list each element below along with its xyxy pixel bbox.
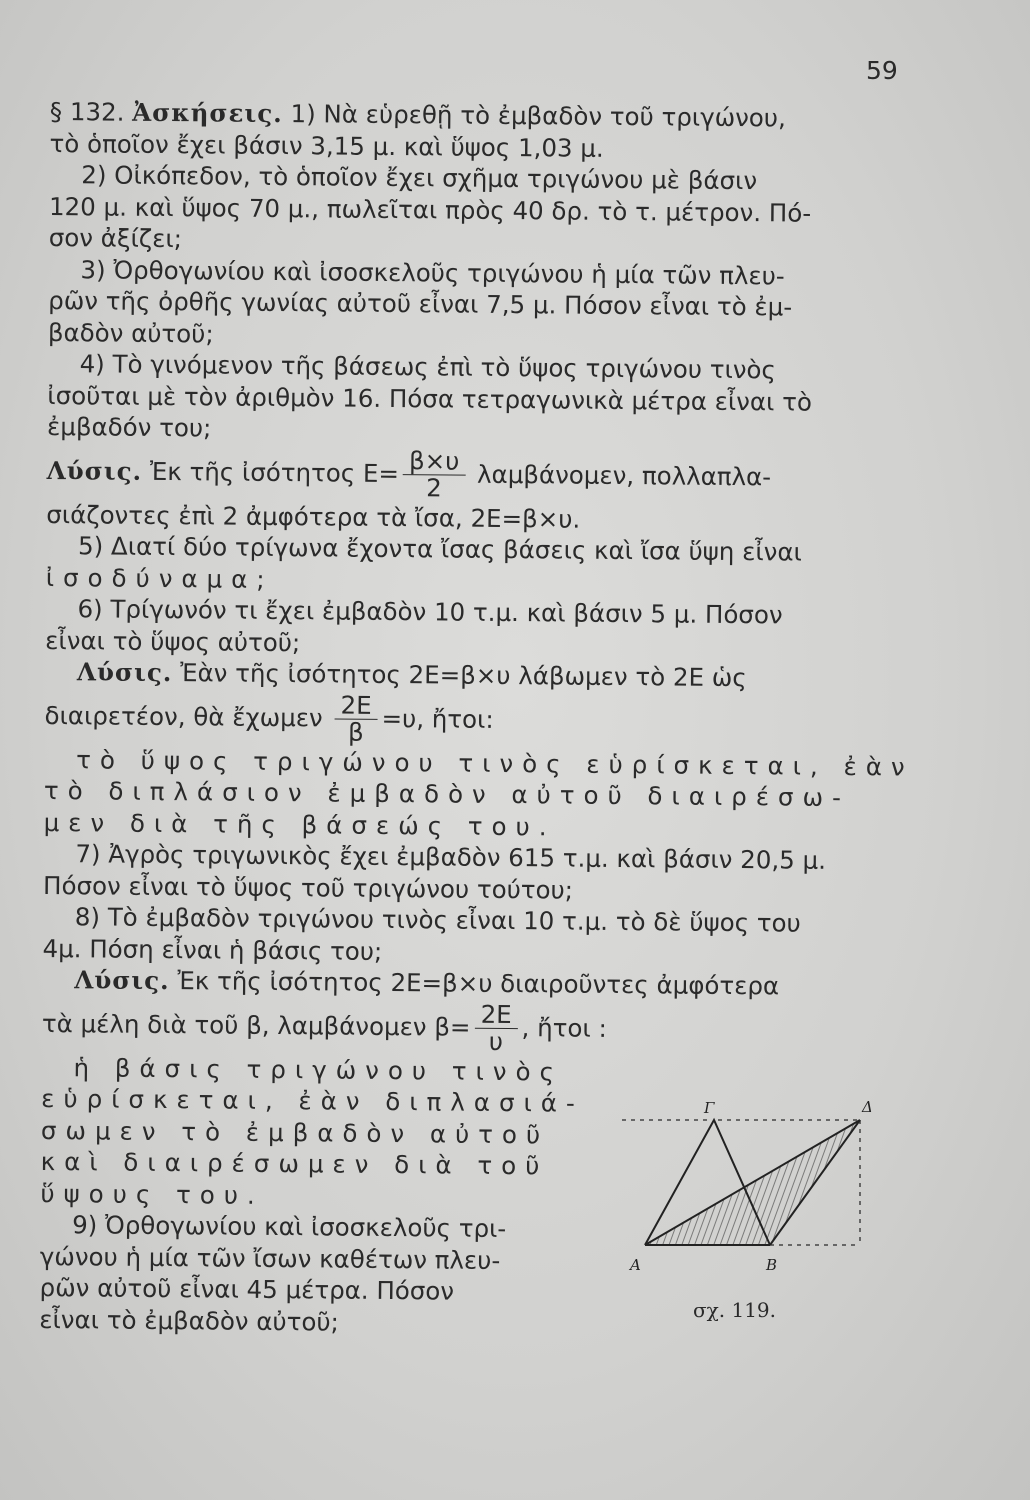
rule-text: σωμεν τὸ ἐμβαδὸν αὐτοῦ — [40, 1115, 550, 1149]
fraction — [334, 690, 378, 747]
rule-text: ὕψους του. — [40, 1178, 264, 1210]
page-number: 59 — [866, 56, 898, 85]
formula-text: Ἐκ τῆς ἰσότητος Ε= — [149, 456, 400, 488]
exercise-6: 6) Τρίγωνόν τι ἔχει ἐμβαδὸν 10 τ.μ. καὶ βάσιν 5 μ. Πόσον — [77, 594, 783, 630]
exercise-9: 9) Ὀρθογωνίου καὶ ἰσοσκελοῦς τρι- — [72, 1210, 507, 1244]
rule-text: τὸ διπλάσιον ἐμβαδὸν αὐτοῦ διαιρέσω- — [43, 775, 851, 813]
text-line: σον ἀξίζει; — [48, 222, 183, 254]
rule-text: καὶ διαιρέσωμεν διὰ τοῦ — [40, 1146, 549, 1181]
vertex-label-top-right: Δ — [862, 1098, 873, 1116]
rule-text: ἡ βάσις τριγώνου τινὸς — [73, 1052, 564, 1087]
text-line: Πόσον εἶναι τὸ ὕψος τοῦ τριγώνου τούτου; — [42, 870, 574, 905]
text-span: Ἐὰν τῆς ἰσότητος 2Ε=β×υ λάβωμεν τὸ 2Ε ὡς — [180, 658, 747, 693]
triangle-figure — [620, 1080, 880, 1280]
text-line: εἶναι τὸ ὕψος αὐτοῦ; — [45, 625, 301, 657]
vertex-label-top: Γ — [704, 1099, 715, 1117]
rule-text: μεν διὰ τῆς βάσεώς του. — [43, 807, 556, 841]
text-span: τὰ μέλη διὰ τοῦ β, λαμβάνομεν β= — [41, 1008, 471, 1042]
fraction — [474, 999, 518, 1056]
exercise-3: 3) Ὀρθογωνίου καὶ ἰσοσκελοῦς τριγώνου ἡ μία τῶν πλευ- — [80, 254, 785, 290]
section-number: § 132. — [49, 96, 125, 127]
solution-heading: Λύσις. — [76, 657, 173, 688]
solution-heading: Λύσις. — [74, 965, 170, 996]
exercises-heading: Ἀσκήσεις. — [132, 97, 283, 129]
rule-text: εὑρίσκεται, ἐὰν διπλασιά- — [41, 1083, 584, 1118]
exercise-4: 4) Τὸ γινόμενον τῆς βάσεως ἐπὶ τὸ ὕψος τριγώνου τινὸς — [79, 349, 777, 385]
text-line — [46, 442, 926, 506]
text-span: διαιρετέον, θὰ ἔχωμεν — [44, 700, 323, 732]
exercise-7: 7) Ἀγρὸς τριγωνικὸς ἔχει ἐμβαδὸν 615 τ.μ. καὶ βάσιν 20,5 μ. — [75, 839, 827, 875]
text-line — [44, 687, 924, 751]
text-line: ἐμβαδόν του; — [46, 411, 212, 443]
text-span: =υ, ἤτοι: — [381, 703, 494, 734]
text-line: σιάζοντες ἐπὶ 2 ἀμφότερα τὰ ἴσα, 2Ε=β×υ. — [46, 499, 581, 534]
fraction-numerator: 2Ε — [334, 693, 377, 720]
exercise-2: 2) Οἰκόπεδον, τὸ ὁποῖον ἔχει σχῆμα τριγώνου μὲ βάσιν — [81, 160, 758, 196]
text-line: τὸ ὁποῖον ἔχει βάσιν 3,15 μ. καὶ ὕψος 1,03 μ. — [49, 128, 604, 163]
solution-heading: Λύσις. — [46, 455, 143, 486]
text-line: ἰσοδύναμα; — [45, 562, 274, 594]
text-span: , ἤτοι : — [521, 1012, 607, 1043]
exercise-8: 8) Τὸ ἐμβαδὸν τριγώνου τινὸς εἶναι 10 τ.μ. τὸ δὲ ὕψος του — [74, 902, 801, 938]
text-line: ἰσοῦται μὲ τὸν ἀριθμὸν 16. Πόσα τετραγωνικὰ μέτρα εἶναι τὸ — [47, 380, 813, 417]
text-span: λαμβάνομεν, πολλαπλα- — [476, 459, 772, 491]
text-line: 4μ. Πόση εἶναι ἡ βάσις του; — [42, 933, 383, 966]
fraction-denominator: υ — [488, 1026, 504, 1056]
fraction-numerator: β×υ — [403, 448, 466, 476]
fraction — [403, 448, 466, 502]
exercise-1: 1) Νὰ εὑρεθῇ τὸ ἐμβαδὸν τοῦ τριγώνου, — [290, 99, 786, 133]
text-line: βαδὸν αὐτοῦ; — [47, 317, 214, 348]
text-line: ρῶν τῆς ὀρθῆς γωνίας αὐτοῦ εἶναι 7,5 μ. Πόσον εἶναι τὸ ἐμ- — [48, 285, 793, 322]
vertex-label-bottom-left: Α — [630, 1256, 641, 1274]
text-line: 120 μ. καὶ ὕψος 70 μ., πωλεῖται πρὸς 40 δρ. τὸ τ. μέτρον. Πό- — [48, 191, 812, 228]
text-line: γώνου ἡ μία τῶν ἴσων καθέτων πλευ- — [39, 1241, 501, 1275]
fraction-numerator: 2Ε — [475, 1002, 518, 1029]
vertex-label-bottom: Β — [766, 1256, 778, 1274]
figure-caption: σχ. 119. — [693, 1298, 777, 1322]
text-line: ρῶν αὐτοῦ εἶναι 45 μέτρα. Πόσον — [39, 1272, 455, 1306]
text-line — [42, 995, 922, 1059]
exercise-5: 5) Διατί δύο τρίγωνα ἔχοντα ἴσας βάσεις καὶ ἴσα ὕψη εἶναι — [77, 531, 802, 567]
fraction-denominator: β — [347, 717, 364, 747]
fraction-denominator: 2 — [426, 473, 442, 503]
text-span: Ἐκ τῆς ἰσότητος 2Ε=β×υ διαιροῦντες ἀμφότερα — [177, 966, 780, 1001]
text-line: εἶναι τὸ ἐμβαδὸν αὐτοῦ; — [39, 1304, 339, 1337]
rule-text: τὸ ὕψος τριγώνου τινὸς εὑρίσκεται, ἐὰν — [76, 744, 914, 782]
